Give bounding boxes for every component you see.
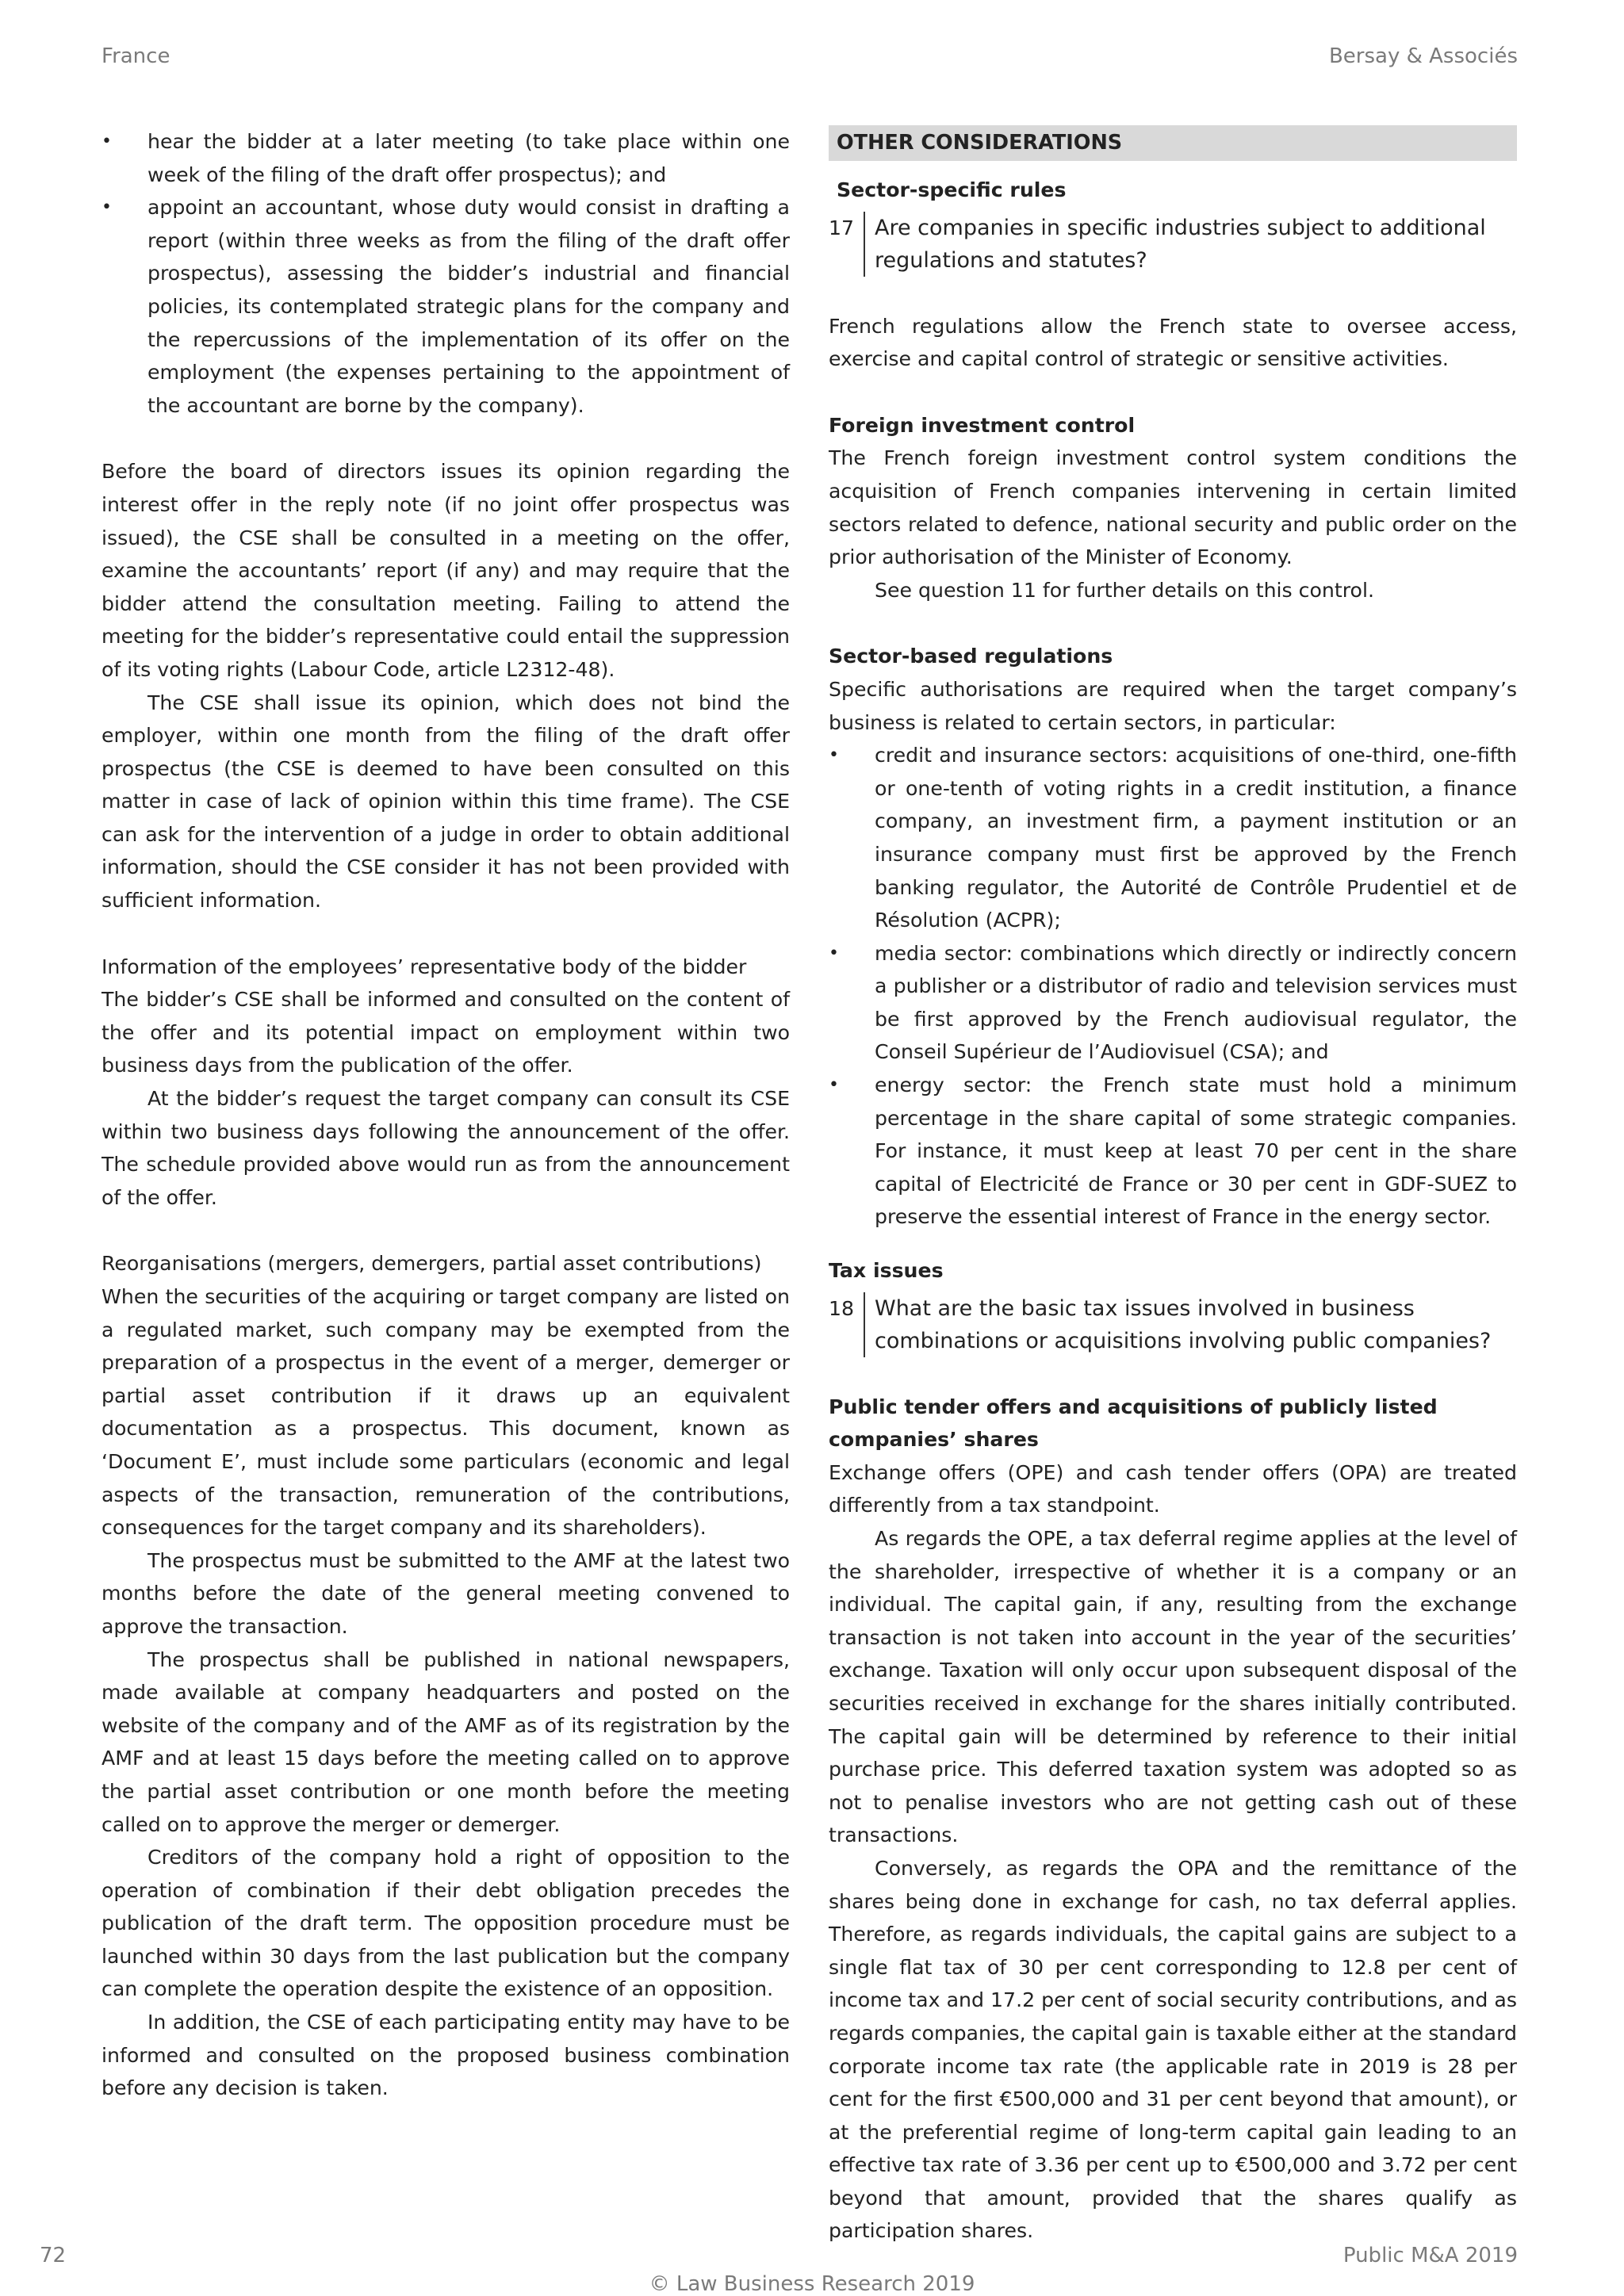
list-item: • media sector: combinations which directly or indirectly concern a publisher or a distributor of radio and television services must be first approved by the French audiovisual regulator, the Conseil Supérieur de l’Audiovisuel (CSA); and	[829, 937, 1517, 1069]
paragraph: At the bidder’s request the target company can consult its CSE within two business days following the announcement of the offer. The schedule provided above would run as from the announcement of the offer.	[102, 1087, 790, 1209]
bullet-list	[102, 125, 790, 422]
paragraph: As regards the OPE, a tax deferral regime applies at the level of the shareholder, irrespective of whether it is a company or an individual. The capital gain, if any, resulting from the exchange transaction is not taken into account in the year of the securities’ exchange. Taxation will only occur upon subsequent disposal of the securities received in exchange for the shares initially contributed. The capital gain will be determined by reference to their initial purchase price. This deferred taxation system was adopted so as not to penalise investors who are not getting cash out of these transactions.	[829, 1527, 1517, 1847]
publication-title: Public M&A 2019	[1342, 2244, 1518, 2267]
question-18	[829, 1292, 1517, 1357]
paragraph: In addition, the CSE of each participating entity may have to be informed and consulted on the proposed business combination before any decision is taken.	[102, 2011, 790, 2100]
subheading-foreign-investment: Foreign investment control	[829, 413, 1136, 437]
subheading-information-employees: Information of the employees’ representative body of the bidder	[102, 955, 747, 978]
section-heading: OTHER CONSIDERATIONS	[829, 125, 1517, 161]
list-item: • hear the bidder at a later meeting (to take place within one week of the filing of the draft offer prospectus); and	[102, 125, 790, 191]
right-column	[829, 125, 1517, 2248]
paragraph: Before the board of directors issues its opinion regarding the interest offer in the reply note (if no joint offer prospectus was issued), the CSE shall be consulted in a meeting on the offer, examine the accountants’ report (if any) and may require that the bidder attend the consultation meeting. Failing to attend the meeting for the bidder’s representative could entail the suppression of its voting rights (Labour Code, article L2312-48).	[102, 460, 790, 681]
topic-heading-tax: Tax issues	[829, 1259, 944, 1283]
question-text: What are the basic tax issues involved in business combinations or acquisitions involving public companies?	[864, 1292, 1517, 1357]
paragraph: The prospectus must be submitted to the AMF at the latest two months before the date of the general meeting convened to approve the transaction.	[102, 1548, 790, 1638]
paragraph: French regulations allow the French state to oversee access, exercise and capital control of strategic or sensitive activities.	[829, 314, 1517, 371]
question-number: 17	[829, 216, 855, 239]
paragraph: The French foreign investment control system conditions the acquisition of French companies intervening in certain limited sectors related to defence, national security and public order on the prior authorisation of the Minister of Economy.	[829, 446, 1517, 569]
subheading-public-tender-offers: Public tender offers and acquisitions of publicly listed companies’ shares	[829, 1395, 1438, 1452]
paragraph: The bidder’s CSE shall be informed and consulted on the content of the offer and its potential impact on employment within two business days from the publication of the offer.	[102, 988, 790, 1077]
paragraph: When the securities of the acquiring or target company are listed on a regulated market, such company may be exempted from the preparation of a prospectus in the event of a merger, demerger or partial asset contribution if it draws up an equivalent documentation as a prospectus. This document, known as ‘Document E’, must include some particulars (economic and legal aspects of the transaction, remuneration of the contributions, consequences for the target company and its shareholders).	[102, 1285, 790, 1540]
subheading-sector-regulations: Sector-based regulations	[829, 645, 1113, 668]
page-number: 72	[40, 2244, 67, 2267]
paragraph: Exchange offers (OPE) and cash tender offers (OPA) are treated differently from a tax standpoint.	[829, 1460, 1517, 1517]
bullet-list	[829, 739, 1517, 1234]
question-number: 18	[829, 1296, 855, 1320]
paragraph: Specific authorisations are required when the target company’s business is related to certain sectors, in particular:	[829, 677, 1517, 734]
paragraph: The CSE shall issue its opinion, which does not bind the employer, within one month from the filing of the draft offer prospectus (the CSE is deemed to have been consulted on this matter in case of lack of opinion within this time frame). The CSE can ask for the intervention of a judge in order to obtain additional information, should the CSE consider it has not been provided with sufficient information.	[102, 691, 790, 913]
paragraph: The prospectus shall be published in national newspapers, made available at company headquarters and posted on the website of the company and of the AMF as of its registration by the AMF and at least 15 days before the meeting called on to approve the partial asset contribution or one month before the meeting called on to approve the merger or demerger.	[102, 1647, 790, 1836]
running-header-country: France	[102, 44, 170, 68]
subheading-reorganisations: Reorganisations (mergers, demergers, partial asset contributions)	[102, 1252, 762, 1276]
question-17	[829, 212, 1517, 277]
running-header-firm: Bersay & Associés	[1328, 44, 1518, 68]
list-item: • appoint an accountant, whose duty would consist in drafting a report (within three weeks as from the filing of the draft offer prospectus), assessing the bidder’s industrial and financial policies, its contemplated strategic plans for the company and the repercussions of the implementation of its offer on the employment (the expenses pertaining to the appointment of the accountant are borne by the company).	[102, 191, 790, 422]
paragraph: See question 11 for further details on this control.	[875, 578, 1374, 602]
topic-heading-sector-rules: Sector-specific rules	[837, 178, 1067, 201]
copyright-notice: © Law Business Research 2019	[649, 2272, 975, 2296]
paragraph: Creditors of the company hold a right of opposition to the operation of combination if their debt obligation precedes the publication of the draft term. The opposition procedure must be launched within 30 days from the last publication but the company can complete the operation despite the existence of an opposition.	[102, 1846, 790, 2001]
list-item: • energy sector: the French state must hold a minimum percentage in the share capital of some strategic companies. For instance, it must keep at least 70 per cent in the share capital of Electricité de France or 30 per cent in GDF-SUEZ to preserve the essential interest of France in the energy sector.	[829, 1069, 1517, 1234]
list-item: • credit and insurance sectors: acquisitions of one-third, one-fifth or one-tenth of voting rights in a credit institution, a finance company, an investment firm, a payment institution or an insurance company must first be approved by the French banking regulator, the Autorité de Contrôle Prudentiel et de Résolution (ACPR);	[829, 739, 1517, 937]
paragraph: Conversely, as regards the OPA and the remittance of the shares being done in exchange for cash, no tax deferral applies. Therefore, as regards individuals, the capital gains are subject to a single flat tax of 30 per cent corresponding to 12.8 per cent of income tax and 17.2 per cent of social security contributions, and as regards companies, the capital gain is taxable either at the standard corporate income tax rate (the applicable rate in 2019 is 28 per cent for the first €500,000 and 31 per cent beyond that amount), or at the preferential regime of long-term capital gain leading to an effective tax rate of 3.36 per cent up to €500,000 and 3.72 per cent beyond that amount, provided that the shares qualify as participation shares.	[829, 1856, 1517, 2243]
left-column	[102, 125, 790, 2105]
question-text: Are companies in specific industries subject to additional regulations and statutes?	[864, 212, 1517, 277]
